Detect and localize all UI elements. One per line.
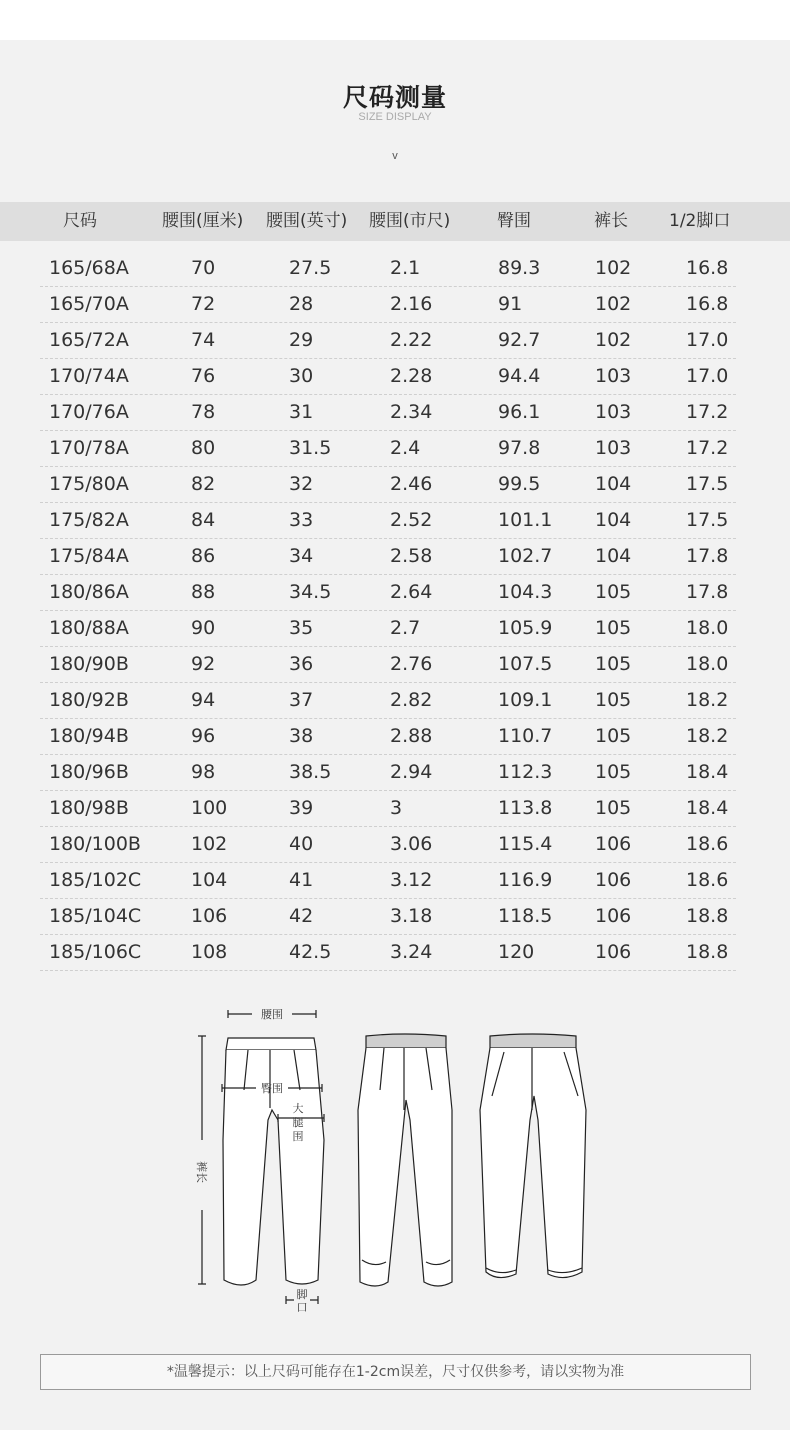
table-cell: 165/68A — [49, 257, 129, 279]
length-label: 裤长 — [195, 1161, 208, 1183]
table-cell: 72 — [191, 293, 216, 315]
table-cell: 31.5 — [289, 437, 332, 459]
table-cell: 100 — [191, 797, 228, 819]
table-cell: 102 — [595, 329, 632, 351]
thigh-label-1: 大 — [292, 1102, 304, 1115]
table-cell: 32 — [289, 473, 314, 495]
table-cell: 116.9 — [498, 869, 553, 891]
table-cell: 115.4 — [498, 833, 553, 855]
table-cell: 97.8 — [498, 437, 541, 459]
pants-illustration — [190, 1000, 610, 1320]
table-cell: 105 — [595, 761, 632, 783]
waist-label: 腰围 — [261, 1008, 283, 1021]
table-cell: 42 — [289, 905, 314, 927]
table-cell: 106 — [595, 869, 632, 891]
table-row — [40, 718, 736, 755]
table-cell: 102 — [191, 833, 228, 855]
table-cell: 92 — [191, 653, 216, 675]
table-cell: 185/104C — [49, 905, 142, 927]
table-cell: 92.7 — [498, 329, 541, 351]
table-cell: 34.5 — [289, 581, 332, 603]
thigh-label-3: 围 — [292, 1130, 304, 1143]
page-title: 尺码测量 — [342, 83, 447, 112]
table-cell: 2.28 — [390, 365, 433, 387]
table-cell: 98 — [191, 761, 216, 783]
table-cell: 3.24 — [390, 941, 433, 963]
table-cell: 17.5 — [686, 509, 729, 531]
table-cell: 78 — [191, 401, 216, 423]
table-cell: 17.2 — [686, 437, 729, 459]
table-cell: 175/82A — [49, 509, 129, 531]
table-cell: 27.5 — [289, 257, 332, 279]
table-cell: 2.16 — [390, 293, 433, 315]
table-cell: 165/72A — [49, 329, 129, 351]
table-cell: 2.22 — [390, 329, 433, 351]
table-cell: 102.7 — [498, 545, 553, 567]
table-cell: 105 — [595, 725, 632, 747]
table-cell: 180/86A — [49, 581, 129, 603]
table-row — [40, 538, 736, 575]
table-cell: 2.1 — [390, 257, 421, 279]
column-header: 腰围(市尺) — [369, 211, 451, 231]
table-cell: 17.8 — [686, 581, 729, 603]
table-cell: 105 — [595, 797, 632, 819]
table-cell: 118.5 — [498, 905, 553, 927]
table-cell: 104 — [595, 545, 632, 567]
table-cell: 3.06 — [390, 833, 433, 855]
table-cell: 180/88A — [49, 617, 129, 639]
table-cell: 105 — [595, 689, 632, 711]
table-cell: 17.0 — [686, 365, 729, 387]
table-row — [40, 934, 736, 971]
thigh-label-2: 腿 — [292, 1116, 304, 1129]
table-cell: 40 — [289, 833, 314, 855]
table-cell: 84 — [191, 509, 216, 531]
table-cell: 35 — [289, 617, 314, 639]
table-cell: 105 — [595, 653, 632, 675]
table-cell: 16.8 — [686, 293, 729, 315]
table-cell: 102 — [595, 293, 632, 315]
table-cell: 17.8 — [686, 545, 729, 567]
table-cell: 113.8 — [498, 797, 553, 819]
table-cell: 2.64 — [390, 581, 433, 603]
table-cell: 180/92B — [49, 689, 129, 711]
table-cell: 18.0 — [686, 617, 729, 639]
size-note: *温馨提示：以上尺码可能存在1-2cm误差，尺寸仅供参考，请以实物为准 — [40, 1354, 751, 1390]
table-cell: 106 — [595, 941, 632, 963]
table-cell: 180/90B — [49, 653, 129, 675]
column-header: 臀围 — [497, 211, 531, 231]
table-cell: 170/74A — [49, 365, 129, 387]
table-cell: 180/98B — [49, 797, 129, 819]
table-cell: 94 — [191, 689, 216, 711]
table-cell: 106 — [595, 833, 632, 855]
table-cell: 17.5 — [686, 473, 729, 495]
table-cell: 82 — [191, 473, 216, 495]
pants-diagram — [190, 1000, 610, 1320]
table-cell: 33 — [289, 509, 314, 531]
table-cell: 2.82 — [390, 689, 433, 711]
table-cell: 104 — [595, 509, 632, 531]
table-cell: 104.3 — [498, 581, 553, 603]
table-cell: 103 — [595, 365, 632, 387]
table-cell: 185/102C — [49, 869, 142, 891]
table-row — [40, 826, 736, 863]
table-cell: 120 — [498, 941, 535, 963]
table-cell: 38.5 — [289, 761, 332, 783]
table-cell: 185/106C — [49, 941, 142, 963]
chevron-mark: v — [392, 150, 398, 162]
table-cell: 170/78A — [49, 437, 129, 459]
table-cell: 28 — [289, 293, 314, 315]
table-cell: 170/76A — [49, 401, 129, 423]
table-cell: 2.7 — [390, 617, 421, 639]
table-cell: 106 — [595, 905, 632, 927]
table-cell: 17.2 — [686, 401, 729, 423]
table-cell: 80 — [191, 437, 216, 459]
table-cell: 2.76 — [390, 653, 433, 675]
table-cell: 18.6 — [686, 833, 729, 855]
table-row — [40, 646, 736, 683]
table-cell: 16.8 — [686, 257, 729, 279]
table-row — [40, 394, 736, 431]
table-row — [40, 610, 736, 647]
hip-label: 臀围 — [261, 1082, 283, 1095]
table-cell: 18.2 — [686, 725, 729, 747]
table-cell: 18.2 — [686, 689, 729, 711]
hem-label-1: 脚 — [296, 1288, 308, 1301]
table-cell: 112.3 — [498, 761, 553, 783]
table-cell: 74 — [191, 329, 216, 351]
table-row — [40, 754, 736, 791]
table-cell: 18.8 — [686, 905, 729, 927]
table-cell: 18.8 — [686, 941, 729, 963]
table-header — [0, 202, 790, 241]
table-cell: 180/100B — [49, 833, 141, 855]
table-cell: 96 — [191, 725, 216, 747]
table-cell: 180/94B — [49, 725, 129, 747]
table-cell: 91 — [498, 293, 523, 315]
table-cell: 39 — [289, 797, 314, 819]
table-row — [40, 790, 736, 827]
table-cell: 2.88 — [390, 725, 433, 747]
table-cell: 2.58 — [390, 545, 433, 567]
table-cell: 18.0 — [686, 653, 729, 675]
table-cell: 2.94 — [390, 761, 433, 783]
column-header: 腰围(厘米) — [162, 211, 244, 231]
table-cell: 175/84A — [49, 545, 129, 567]
table-cell: 2.34 — [390, 401, 433, 423]
table-row — [40, 286, 736, 323]
table-cell: 3.12 — [390, 869, 433, 891]
table-cell: 104 — [191, 869, 228, 891]
table-cell: 36 — [289, 653, 314, 675]
table-cell: 107.5 — [498, 653, 553, 675]
table-row — [40, 250, 736, 287]
table-cell: 105 — [595, 617, 632, 639]
table-row — [40, 358, 736, 395]
table-cell: 86 — [191, 545, 216, 567]
table-cell: 108 — [191, 941, 228, 963]
table-cell: 17.0 — [686, 329, 729, 351]
table-cell: 109.1 — [498, 689, 553, 711]
table-cell: 2.52 — [390, 509, 433, 531]
column-header: 1/2脚口 — [669, 211, 731, 231]
table-row — [40, 898, 736, 935]
column-header: 腰围(英寸) — [266, 211, 348, 231]
table-cell: 88 — [191, 581, 216, 603]
table-cell: 18.4 — [686, 797, 729, 819]
page-subtitle: SIZE DISPLAY — [358, 111, 432, 123]
table-cell: 18.4 — [686, 761, 729, 783]
table-row — [40, 466, 736, 503]
table-cell: 37 — [289, 689, 314, 711]
table-cell: 94.4 — [498, 365, 541, 387]
table-row — [40, 574, 736, 611]
table-row — [40, 862, 736, 899]
table-cell: 2.46 — [390, 473, 433, 495]
table-cell: 104 — [595, 473, 632, 495]
table-cell: 180/96B — [49, 761, 129, 783]
table-row — [40, 322, 736, 359]
table-row — [40, 682, 736, 719]
table-cell: 3.18 — [390, 905, 433, 927]
table-cell: 103 — [595, 437, 632, 459]
table-cell: 101.1 — [498, 509, 553, 531]
table-cell: 102 — [595, 257, 632, 279]
table-row — [40, 502, 736, 539]
table-cell: 18.6 — [686, 869, 729, 891]
table-cell: 42.5 — [289, 941, 332, 963]
table-cell: 105 — [595, 581, 632, 603]
table-cell: 90 — [191, 617, 216, 639]
table-cell: 30 — [289, 365, 314, 387]
table-cell: 89.3 — [498, 257, 541, 279]
table-cell: 31 — [289, 401, 314, 423]
table-cell: 165/70A — [49, 293, 129, 315]
table-cell: 103 — [595, 401, 632, 423]
table-cell: 41 — [289, 869, 314, 891]
table-cell: 38 — [289, 725, 314, 747]
table-cell: 3 — [390, 797, 403, 819]
table-cell: 99.5 — [498, 473, 541, 495]
table-cell: 175/80A — [49, 473, 129, 495]
table-cell: 29 — [289, 329, 314, 351]
table-cell: 110.7 — [498, 725, 553, 747]
table-cell: 2.4 — [390, 437, 421, 459]
column-header: 尺码 — [63, 211, 97, 231]
table-cell: 106 — [191, 905, 228, 927]
table-cell: 76 — [191, 365, 216, 387]
table-cell: 34 — [289, 545, 314, 567]
hem-label-2: 口 — [296, 1301, 308, 1314]
column-header: 裤长 — [594, 211, 628, 231]
table-cell: 105.9 — [498, 617, 553, 639]
table-cell: 96.1 — [498, 401, 541, 423]
table-cell: 70 — [191, 257, 216, 279]
table-row — [40, 430, 736, 467]
